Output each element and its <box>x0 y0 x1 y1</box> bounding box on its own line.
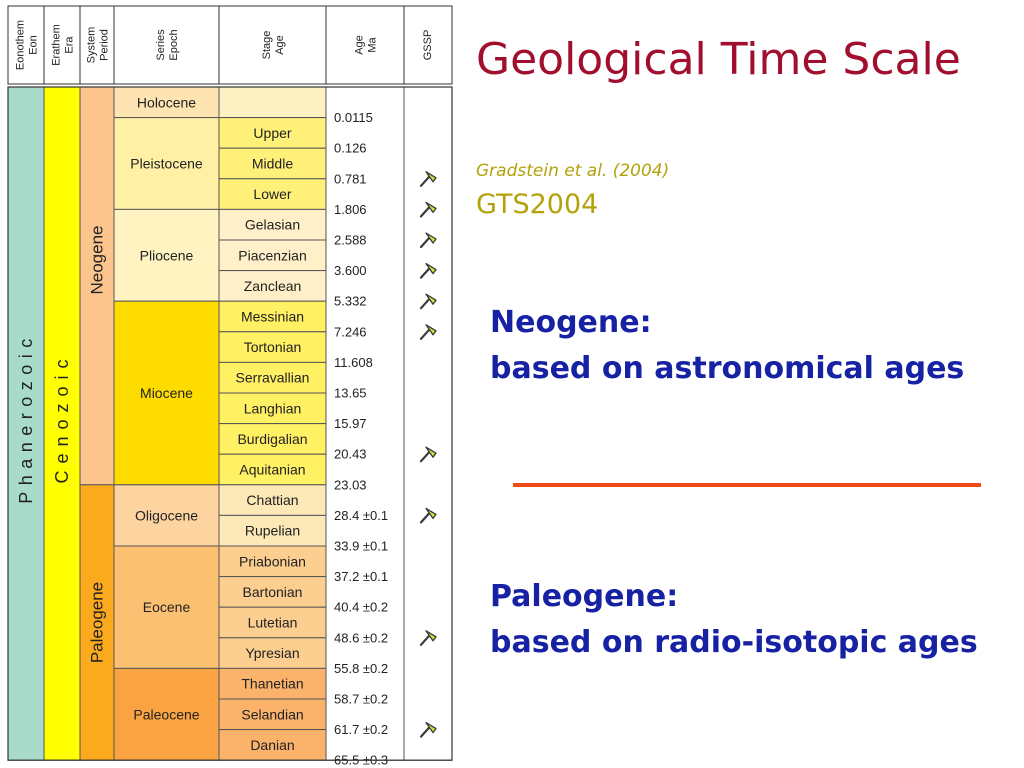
age-label: 0.0115 <box>334 110 373 126</box>
stage-label: Selandian <box>241 706 304 723</box>
stage-label: Middle <box>251 155 294 172</box>
age-label: 48.6 ±0.2 <box>334 630 389 646</box>
age-label: 3.600 <box>334 263 367 279</box>
series-label: Oligocene <box>134 507 199 524</box>
series-label: Pliocene <box>139 247 194 264</box>
age-label: 15.97 <box>334 416 367 432</box>
stage-label: Lower <box>253 186 292 203</box>
geologic-time-chart <box>0 0 470 768</box>
header-stage-label: StageAge <box>261 30 286 60</box>
stage-label: Gelasian <box>244 216 301 233</box>
age-label: 28.4 ±0.1 <box>334 507 389 523</box>
citation: Gradstein et al. (2004) <box>476 161 670 181</box>
stage-label: Zanclean <box>243 277 302 294</box>
header-erathem-label: ErathemEra <box>50 24 76 66</box>
system-label: Neogene <box>87 225 107 295</box>
age-label: 0.781 <box>334 171 367 187</box>
series-label: Miocene <box>140 385 193 401</box>
stage-label: Tortonian <box>243 339 302 356</box>
header-system-label: SystemPeriod <box>85 26 111 64</box>
header-eonothem-label: EonothemEon <box>14 19 40 71</box>
system-label-group <box>88 582 107 663</box>
stage-label: Messinian <box>240 308 305 325</box>
age-label: 55.8 ±0.2 <box>334 660 389 676</box>
header-system <box>86 27 111 64</box>
stage-label: Danian <box>250 736 295 753</box>
age-label: 13.65 <box>334 385 367 401</box>
stage-label: Chattian <box>246 492 299 509</box>
age-label: 23.03 <box>334 477 367 493</box>
paleogene-heading: Paleogene: <box>490 579 679 614</box>
system-label-group <box>88 225 107 294</box>
header-age <box>354 35 379 55</box>
stage-label: Bartonian <box>242 583 303 600</box>
age-label: 40.4 ±0.2 <box>334 599 389 615</box>
age-label: 5.332 <box>334 293 367 309</box>
stage-label: Thanetian <box>241 675 304 692</box>
age-label: 33.9 ±0.1 <box>334 538 389 554</box>
system-label: Paleogene <box>87 581 107 664</box>
header-series-label: SeriesEpoch <box>155 29 180 61</box>
header-age-label: AgeMa <box>353 35 379 55</box>
neogene-heading: Neogene: <box>490 305 652 340</box>
stage-label: Priabonian <box>239 553 306 570</box>
age-label: 0.126 <box>334 140 367 156</box>
age-label: 11.608 <box>334 354 373 370</box>
gssp-column <box>404 87 452 760</box>
header-gssp-label: GSSP <box>422 29 434 61</box>
series-label: Pleistocene <box>130 155 203 172</box>
stage-label: Langhian <box>243 400 302 417</box>
slide-title: Geological Time Scale <box>476 34 961 85</box>
erathem-label-group <box>52 352 72 483</box>
eonothem-label: Phanerozoic <box>16 332 36 504</box>
series-label: Holocene <box>136 94 197 111</box>
gts-subtitle: GTS2004 <box>476 189 599 220</box>
stage-label: Aquitanian <box>239 461 306 478</box>
stage-label: Rupelian <box>244 522 301 539</box>
age-label: 61.7 ±0.2 <box>334 722 389 738</box>
series-label: Eocene <box>142 599 191 616</box>
stage-label: Serravallian <box>235 369 310 386</box>
stage-label: Upper <box>253 124 292 141</box>
age-label: 1.806 <box>334 201 367 217</box>
stage-cell <box>219 87 326 118</box>
age-label: 65.5 ±0.3 <box>334 752 389 768</box>
age-label: 2.588 <box>334 232 367 248</box>
stage-label: Lutetian <box>247 614 298 631</box>
header-gssp <box>422 30 434 61</box>
stage-label: Piacenzian <box>238 247 307 264</box>
age-label: 20.43 <box>334 446 367 462</box>
erathem-label: Cenozoic <box>52 352 72 484</box>
divider-line <box>513 483 981 487</box>
age-label: 58.7 ±0.2 <box>334 691 389 707</box>
header-series <box>155 29 180 61</box>
neogene-note: based on astronomical ages <box>490 351 965 386</box>
series-label: Paleocene <box>133 706 200 723</box>
age-label: 37.2 ±0.1 <box>334 569 389 585</box>
age-label: 7.246 <box>334 324 367 340</box>
paleogene-note: based on radio-isotopic ages <box>490 625 978 660</box>
stage-label: Ypresian <box>245 645 300 662</box>
stage-label: Burdigalian <box>237 430 308 447</box>
eonothem-label-group <box>16 332 36 504</box>
